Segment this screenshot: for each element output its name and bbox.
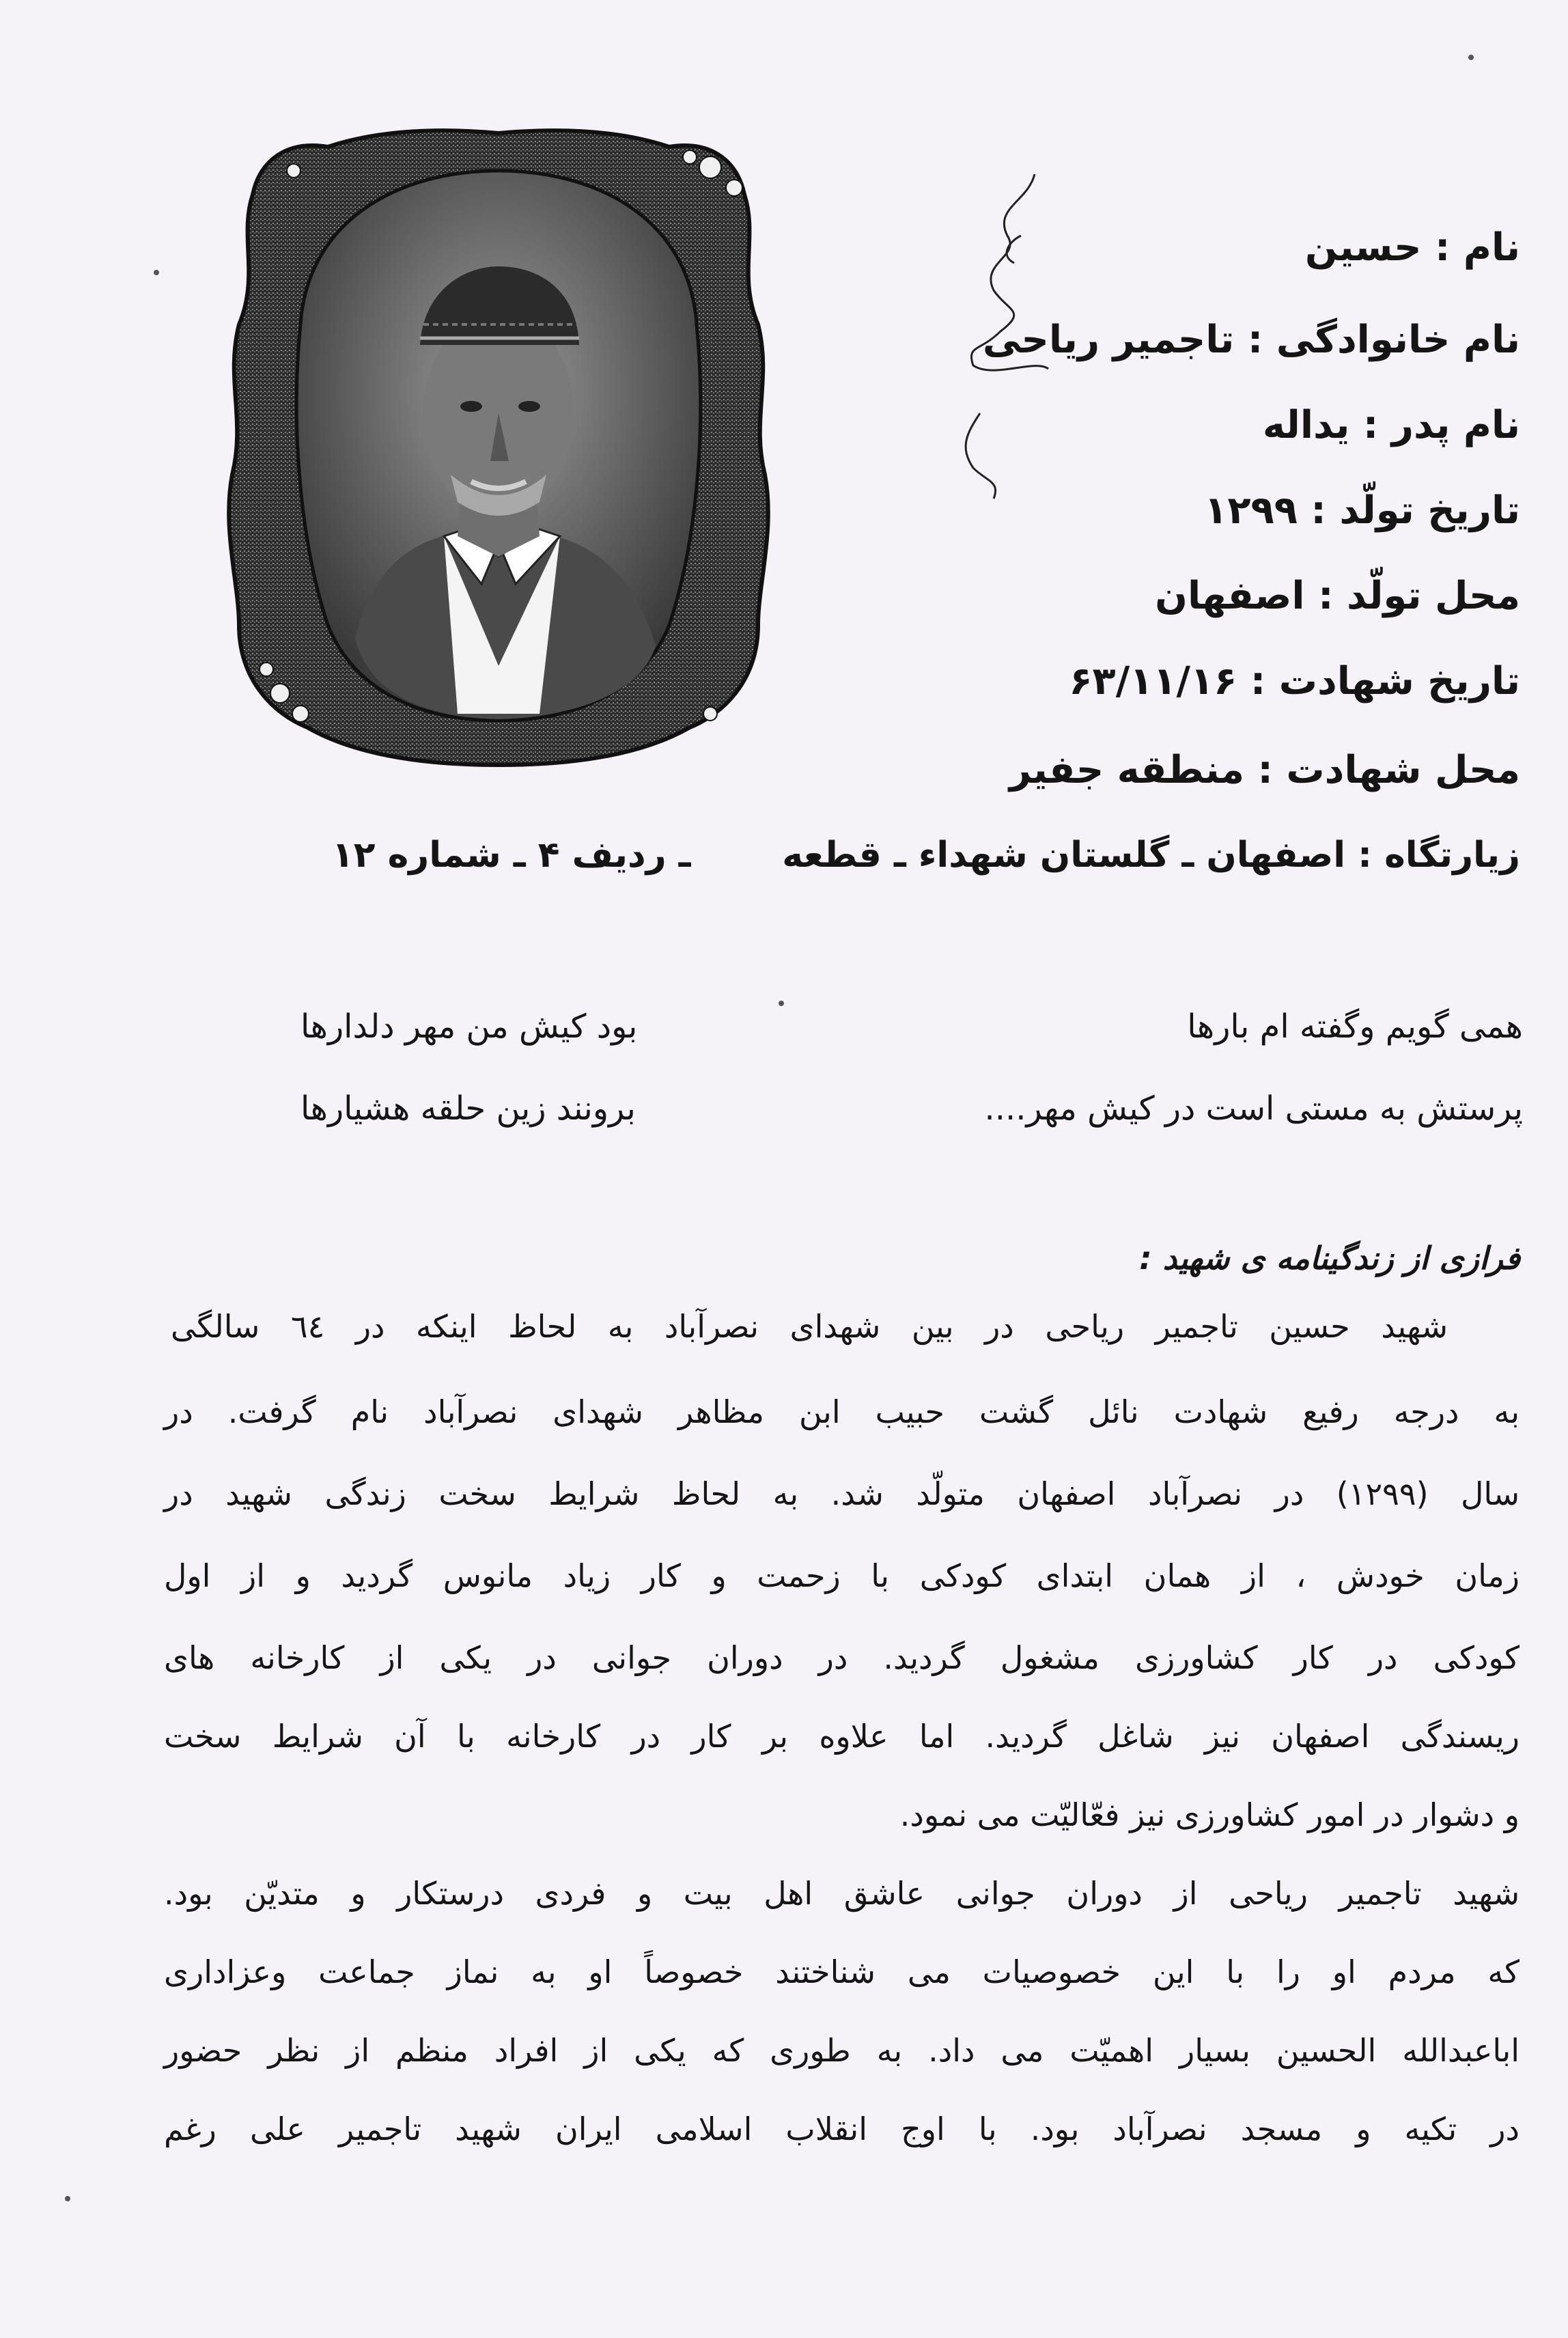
scan-speck [65, 2196, 70, 2201]
info-burial [332, 835, 1520, 889]
info-name [1305, 225, 1520, 270]
bio-line: سال (۱۲۹۹) در نصرآباد اصفهان متولّد شد. به لحاظ شرایط سخت زندگی شهید در [164, 1475, 1520, 1512]
portrait-image [219, 120, 779, 775]
info-martyr-place [1009, 748, 1520, 792]
info-martyr-date-value: ۶۳/۱۱/۱۶ [1069, 659, 1237, 704]
info-birth-date-label: تاریخ تولّد : [1311, 488, 1520, 533]
scan-speck [1468, 55, 1474, 60]
poem-hemistich: بود کیش من مهر دلدارها [300, 1007, 638, 1046]
info-martyr-date [1069, 659, 1520, 704]
bio-line: در تکیه و مسجد نصرآباد بود. با اوج انقلاب اسلامی ایران شهید تاجمیر علی رغم [164, 2111, 1520, 2147]
poem-hemistich: برونند زین حلقه هشیارها [300, 1089, 636, 1128]
poem-hemistich: پرستش به مستی است در کیش مهر.... [984, 1089, 1523, 1128]
info-name-value: حسین [1304, 225, 1422, 270]
info-family-label: نام خانوادگی : [1247, 318, 1520, 362]
info-birth-date [1204, 488, 1520, 533]
bio-line: شهید تاجمیر ریاحی از دوران جوانی عاشق اهل بیت و فردی درستکار و متدیّن بود. [164, 1875, 1520, 1912]
bio-line: کودکی در کار کشاورزی مشغول گردید. در دوران جوانی در یکی از کارخانه های [164, 1639, 1520, 1676]
burial-location: زیارتگاه : اصفهان ـ گلستان شهداء ـ قطعه [782, 835, 1520, 876]
info-martyr-place-value: منطقه جفیر [1009, 748, 1245, 792]
info-martyr-date-label: تاریخ شهادت : [1250, 659, 1520, 704]
info-family [983, 318, 1520, 362]
info-father [1263, 403, 1520, 447]
info-birth-date-value: ۱۲۹۹ [1204, 488, 1298, 533]
bio-line: ریسندگی اصفهان نیز شاغل گردید. اما علاوه بر کار در کارخانه با آن شرایط سخت [164, 1718, 1520, 1755]
bio-line: و دشوار در امور کشاورزی نیز فعّالیّت می نمود. [899, 1796, 1520, 1833]
portrait-frame [219, 120, 779, 775]
info-name-label: نام : [1435, 225, 1520, 270]
scan-speck [154, 270, 159, 275]
info-martyr-place-label: محل شهادت : [1257, 748, 1520, 792]
info-birth-place-label: محل تولّد : [1318, 574, 1520, 618]
info-father-label: نام پدر : [1362, 403, 1520, 447]
bio-heading: فرازی از زندگینامه ی شهید : [1139, 1240, 1520, 1277]
burial-row-number: ـ ردیف ۴ ـ شماره ۱۲ [332, 835, 691, 876]
bio-line: اباعبدالله الحسین بسیار اهمیّت می داد. به طوری که یکی از افراد منظم از نظر حضور [164, 2032, 1520, 2069]
bio-line: زمان خودش ، از همان ابتدای کودکی با زحمت و کار زیاد مانوس گردید و از اول [164, 1557, 1520, 1594]
poem-hemistich: همی گویم وگفته ام بارها [1187, 1007, 1523, 1046]
info-father-value: یداله [1262, 403, 1350, 447]
bio-line: به درجه رفیع شهادت نائل گشت حبیب ابن مظاهر شهدای نصرآباد نام گرفت. در [164, 1393, 1520, 1430]
bio-line: شهید حسین تاجمیر ریاحی در بین شهدای نصرآباد به لحاظ اینکه در ٦٤ سالگی [171, 1308, 1448, 1345]
bio-line: که مردم او را با این خصوصیات می شناختند خصوصاً او به نماز جماعت وعزاداری [164, 1953, 1520, 1990]
scan-speck [779, 1001, 784, 1006]
info-birth-place [1155, 574, 1520, 618]
poem-verse-1 [171, 1007, 1523, 1062]
info-birth-place-value: اصفهان [1155, 574, 1305, 618]
info-family-value: تاجمیر ریاحی [982, 318, 1235, 362]
poem-verse-2 [171, 1089, 1523, 1144]
